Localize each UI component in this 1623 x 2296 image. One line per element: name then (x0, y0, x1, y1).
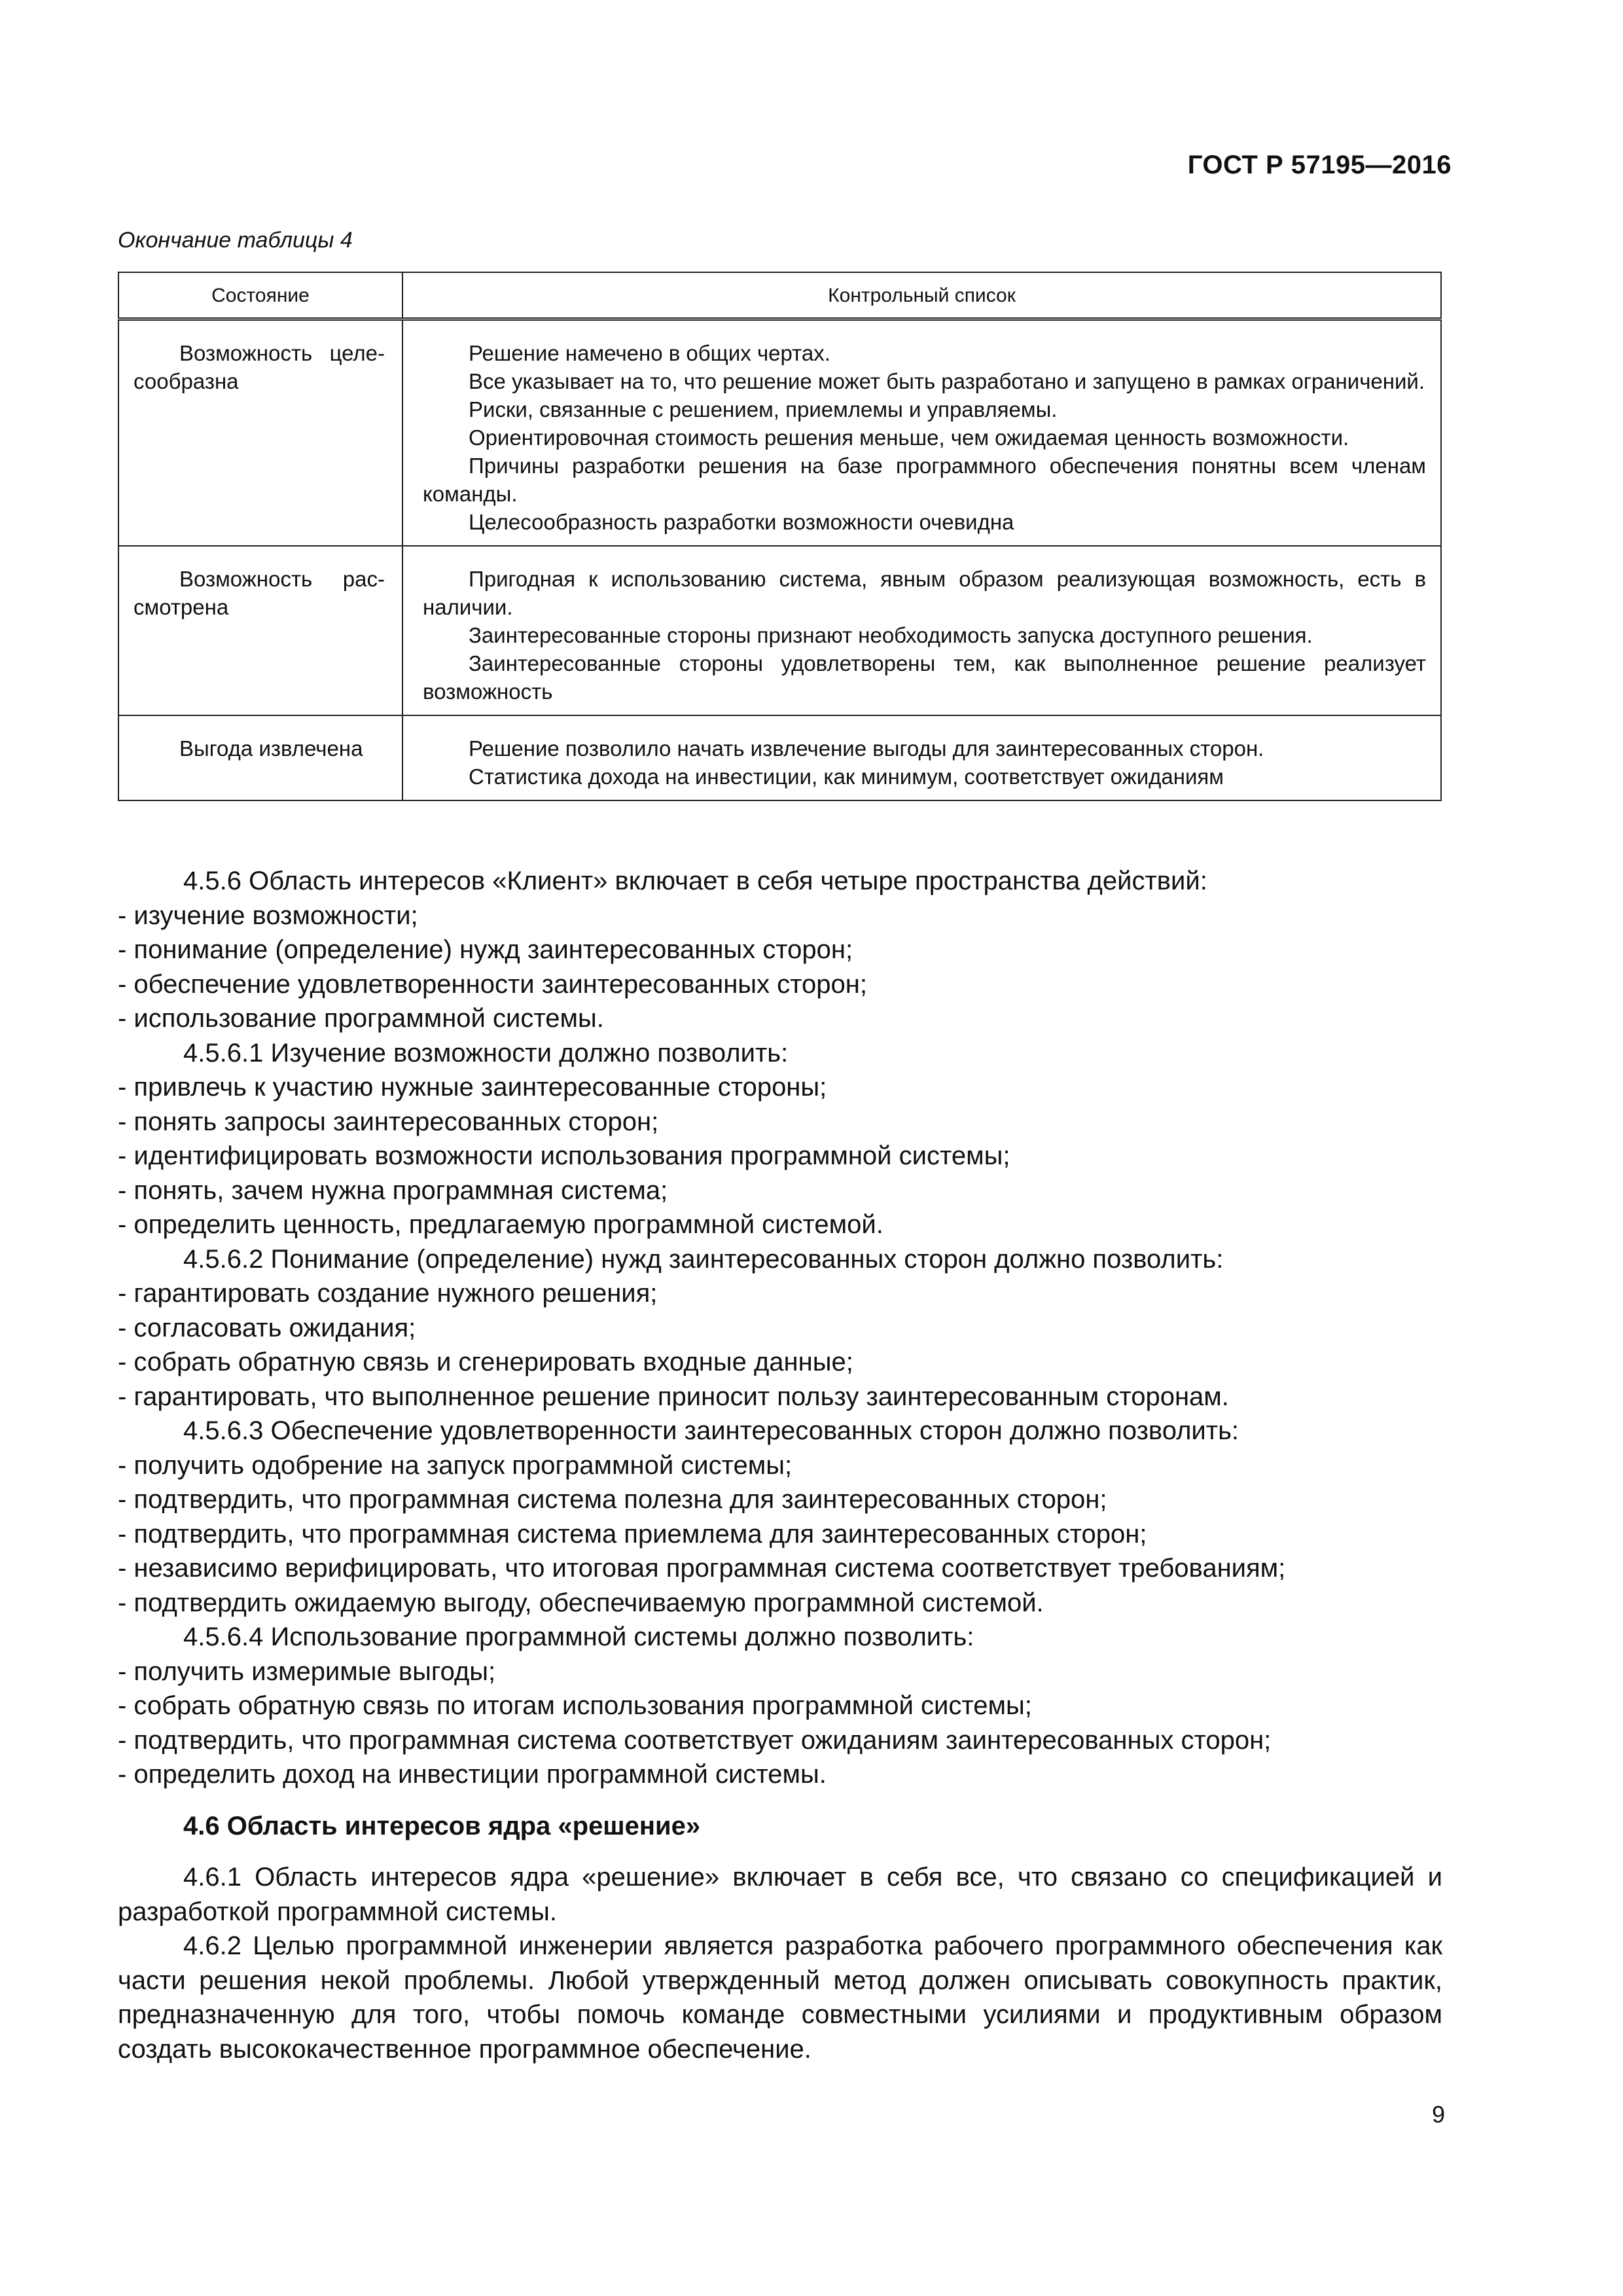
column-header-checklist: Контрольный список (402, 272, 1441, 319)
list-item: - согласовать ожидания; (118, 1313, 416, 1342)
page-number: 9 (1431, 2101, 1445, 2128)
checklist-cell (402, 546, 1441, 715)
clause-line: 4.5.6.1 Изучение возможности должно позволить: (183, 1038, 789, 1067)
list-item: - привлечь к участию нужные заинтересованные стороны; (118, 1073, 827, 1102)
list-item: - собрать обратную связь по итогам использования программной системы; (118, 1691, 1032, 1720)
checklist-cell (402, 715, 1441, 800)
checklist-item: Риски, связанные с решением, приемлемы и управляемы. (469, 397, 1058, 422)
state-cell (118, 715, 402, 800)
checklist-item: Причины разработки решения на базе программного обеспечения понятны всем членам команды. (423, 454, 1426, 506)
paragraph: 4.6.2 Целью программной инженерии является разработка рабочего программного обеспечения как части решения некой проблемы. Любой утвержденный метод должен описывать совокупность практик, предназначенную для того, чтобы помочь команде совместными усилиями и продуктивным образом создать высококачественное программное обеспечение. (118, 1931, 1442, 2064)
state-label: Выгода извлечена (179, 736, 363, 761)
list-item: - понять запросы заинтересованных сторон; (118, 1107, 659, 1136)
list-item: - определить доход на инвестиции программной системы. (118, 1760, 827, 1789)
table-row (118, 715, 1441, 800)
list-item: - изучение возможности; (118, 901, 418, 930)
clause-line: 4.5.6.4 Использование программной системы должно позволить: (183, 1623, 974, 1651)
clause-line: 4.5.6.2 Понимание (определение) нужд заинтересованных сторон должно позволить: (183, 1244, 1224, 1274)
list-item: - получить измеримые выгоды; (118, 1657, 496, 1686)
clause-line: 4.5.6.3 Обеспечение удовлетворенности заинтересованных сторон должно позволить: (183, 1416, 1240, 1445)
status-checklist-table (118, 272, 1442, 801)
table-row (118, 319, 1441, 547)
table-caption: Окончание таблицы 4 (118, 228, 353, 253)
checklist-item: Решение намечено в общих чертах. (469, 341, 830, 365)
list-item: - определить ценность, предлагаемую программной системой. (118, 1210, 883, 1239)
checklist-item: Все указывает на то, что решение может быть разработано и запущено в рамках ограничений. (469, 369, 1425, 393)
clause-line: 4.5.6 Область интересов «Клиент» включает в себя четыре пространства действий: (183, 867, 1207, 895)
list-item: - независимо верифицировать, что итоговая программная система соответствует требованиям; (118, 1554, 1286, 1583)
column-header-state: Состояние (118, 272, 402, 319)
list-item: - собрать обратную связь и сгенерировать входные данные; (118, 1348, 853, 1376)
list-item: - подтвердить ожидаемую выгоду, обеспечиваемую программной системой. (118, 1588, 1044, 1617)
table-row (118, 546, 1441, 715)
document-header-id: ГОСТ Р 57195—2016 (1187, 151, 1452, 179)
list-item: - подтвердить, что программная система соответствует ожиданиям заинтересованных сторон; (118, 1725, 1272, 1755)
checklist-item: Пригодная к использованию система, явным образом реализующая возможность, есть в наличии. (423, 567, 1426, 619)
list-item: - получить одобрение на запуск программной системы; (118, 1450, 793, 1480)
state-cell (118, 546, 402, 715)
body-text (118, 864, 1442, 2066)
checklist-item: Статистика дохода на инвестиции, как минимум, соответствует ожиданиям (469, 764, 1224, 789)
state-label: Возможность целесообразна (134, 341, 385, 393)
checklist-item: Ориентировочная стоимость решения меньше, чем ожидаемая ценность возможности. (469, 425, 1349, 450)
list-item: - идентифицировать возможности использования программной системы; (118, 1141, 1010, 1170)
list-item: - гарантировать создание нужного решения; (118, 1279, 658, 1308)
list-item: - использование программной системы. (118, 1004, 604, 1033)
checklist-item: Заинтересованные стороны признают необходимость запуска доступного решения. (469, 623, 1313, 647)
checklist-item: Заинтересованные стороны удовлетворены тем, как выполненное решение реализует возможность (423, 651, 1426, 704)
state-cell (118, 319, 402, 547)
checklist-cell (402, 319, 1441, 547)
paragraph: 4.6.1 Область интересов ядра «решение» включает в себя все, что связано со спецификацией и разработкой программной системы. (118, 1863, 1442, 1926)
table-header-row (118, 272, 1441, 319)
list-item: - подтвердить, что программная система приемлема для заинтересованных сторон; (118, 1519, 1147, 1549)
list-item: - понять, зачем нужна программная система; (118, 1175, 668, 1205)
list-item: - обеспечение удовлетворенности заинтересованных сторон; (118, 969, 867, 999)
checklist-item: Решение позволило начать извлечение выгоды для заинтересованных сторон. (469, 736, 1264, 761)
list-item: - понимание (определение) нужд заинтересованных сторон; (118, 935, 853, 964)
section-heading: 4.6 Область интересов ядра «решение» (183, 1811, 701, 1840)
list-item: - подтвердить, что программная система полезна для заинтересованных сторон; (118, 1485, 1107, 1514)
list-item: - гарантировать, что выполненное решение приносит пользу заинтересованным сторонам. (118, 1382, 1229, 1411)
state-label: Возможность рассмотрена (134, 567, 385, 619)
checklist-item: Целесообразность разработки возможности очевидна (469, 510, 1014, 534)
